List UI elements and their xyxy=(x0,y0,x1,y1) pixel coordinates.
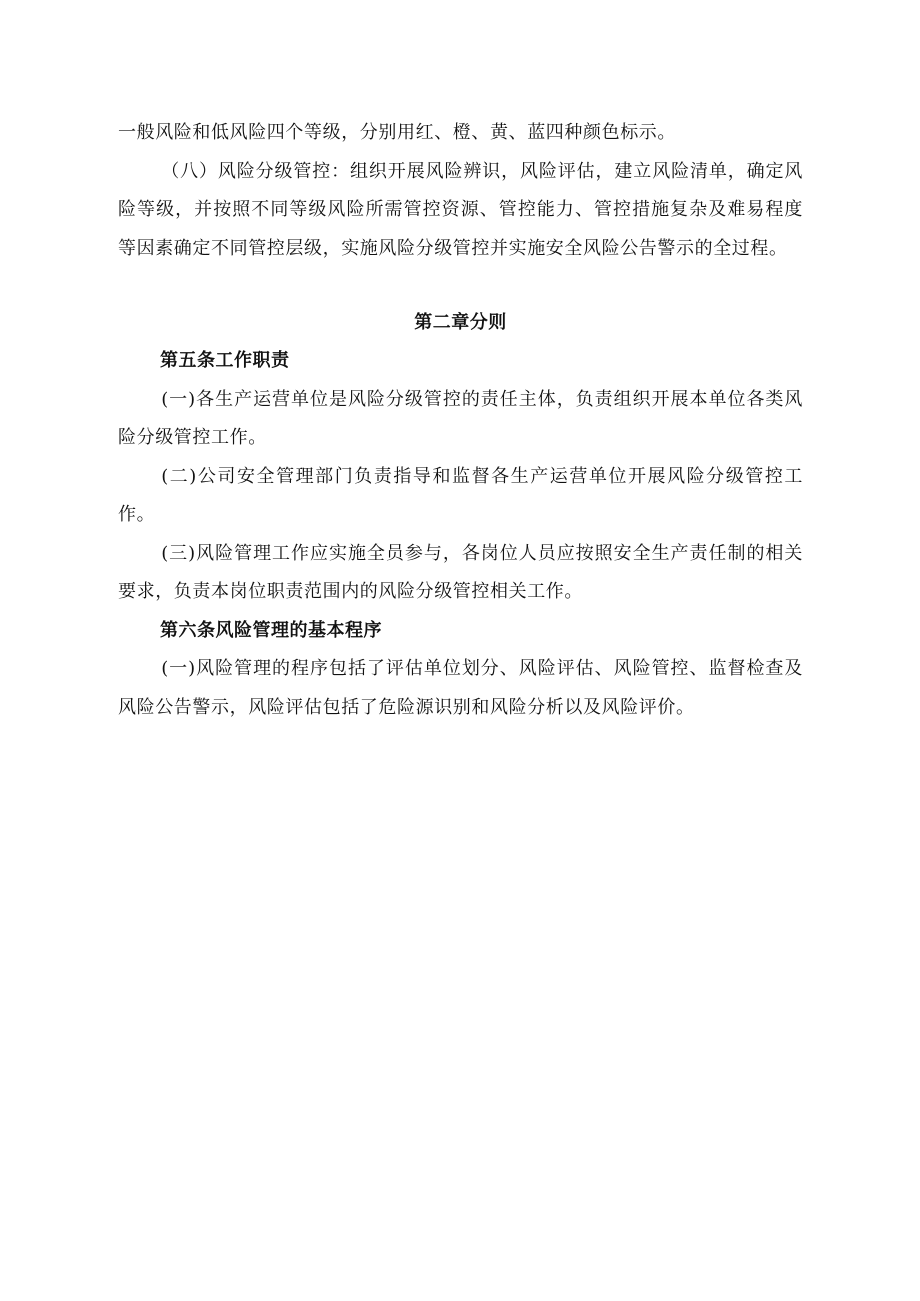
article-6-title: 第六条风险管理的基本程序 xyxy=(160,619,382,641)
document-body xyxy=(118,114,803,727)
article-5-item-1: (一)各生产运营单位是风险分级管控的责任主体，负责组织开展本单位各类风险分级管控工作。 xyxy=(118,388,803,448)
article-5-item-3: (三)风险管理工作应实施全员参与，各岗位人员应按照安全生产责任制的相关要求，负责本岗位职责范围内的风险分级管控相关工作。 xyxy=(118,542,803,602)
article-6-item-1: (一)风险管理的程序包括了评估单位划分、风险评估、风险管控、监督检查及风险公告警示，风险评估包括了危险源识别和风险分析以及风险评价。 xyxy=(118,658,803,718)
chapter-title: 第二章分则 xyxy=(414,312,507,333)
article-5-item-2: (二)公司安全管理部门负责指导和监督各生产运营单位开展风险分级管控工作。 xyxy=(118,465,803,525)
paragraph-continuation: 一般风险和低风险四个等级，分别用红、橙、黄、蓝四种颜色标示。 xyxy=(118,122,676,143)
article-5-title: 第五条工作职责 xyxy=(160,350,290,371)
paragraph-item-8: （八）风险分级管控：组织开展风险辨识，风险评估，建立风险清单，确定风险等级，并按照不同等级风险所需管控资源、管控能力、管控措施复杂及难易程度等因素确定不同管控层级，实施风险分级管控并实施安全风险公告警示的全过程。 xyxy=(118,160,803,259)
